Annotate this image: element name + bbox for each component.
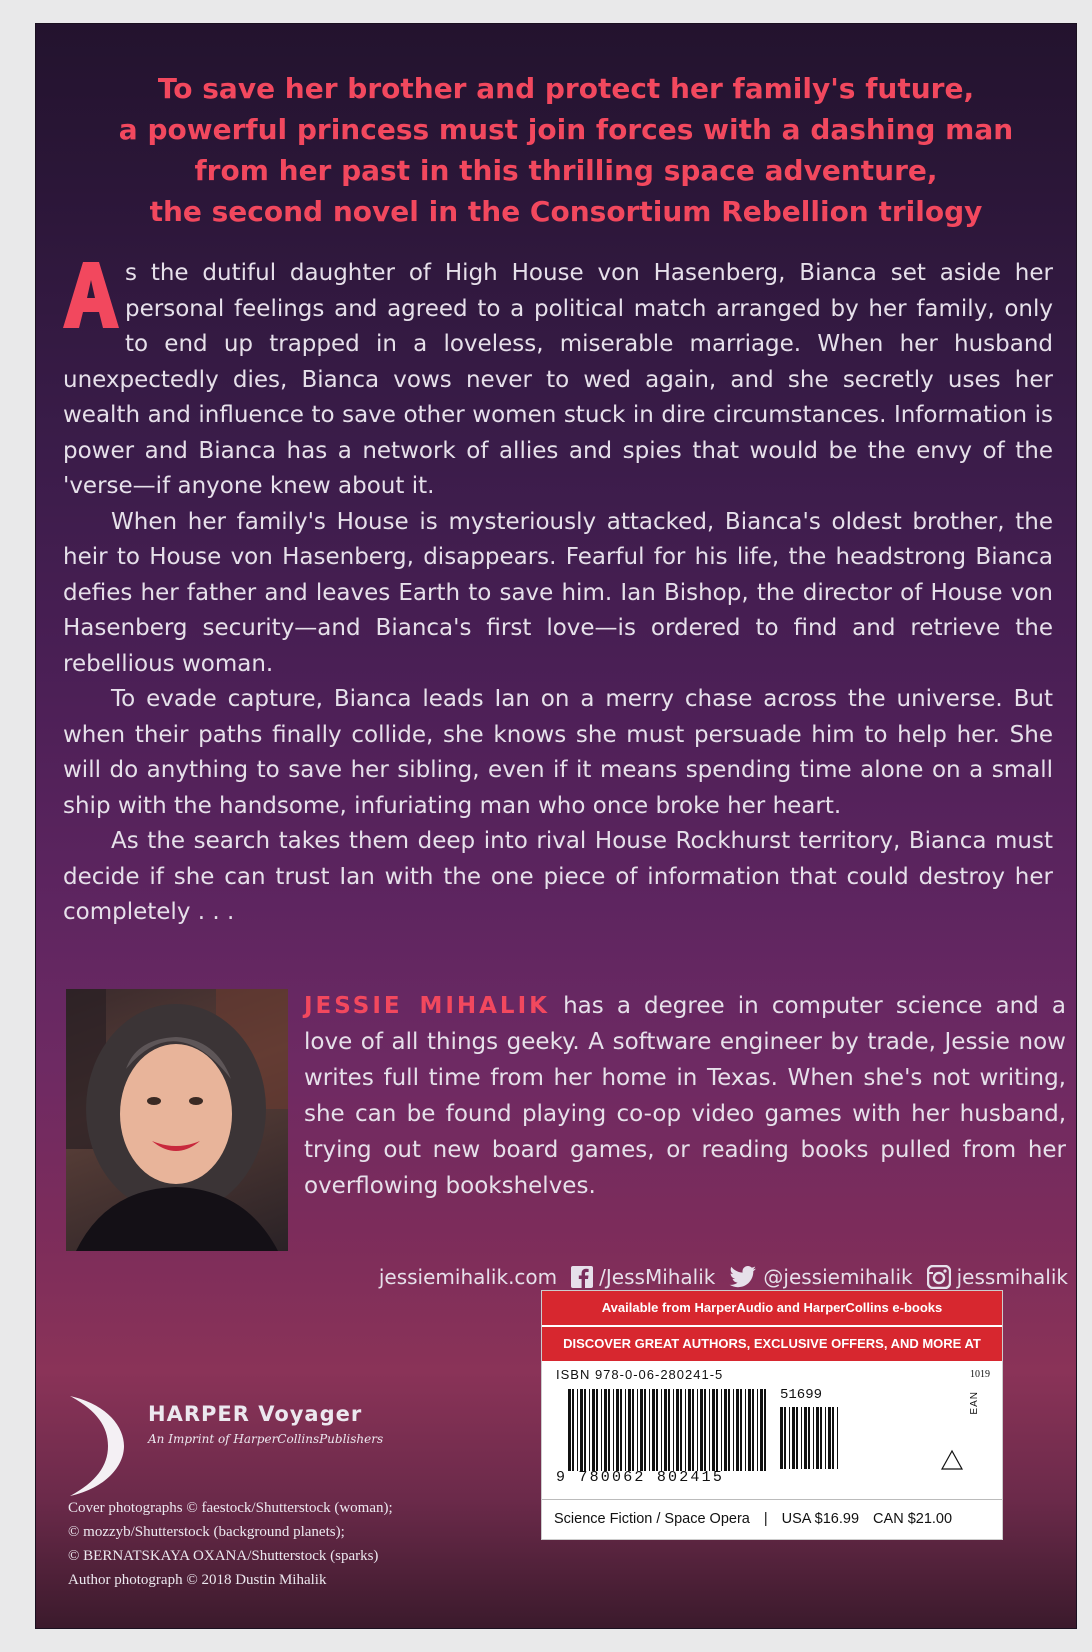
barcode-bar <box>664 1389 667 1471</box>
publisher-block <box>148 1402 383 1446</box>
barcode-bar <box>616 1389 619 1471</box>
promo-banner: DISCOVER GREAT AUTHORS, EXCLUSIVE OFFERS, AND MORE AT HC.COM. <box>542 1327 1002 1361</box>
separator-text: | <box>763 1510 768 1527</box>
barcode-bar <box>796 1407 798 1469</box>
barcode-bar <box>748 1389 751 1471</box>
barcode-bar <box>837 1407 838 1469</box>
twitter-text: @jessiemihalik <box>763 1265 913 1289</box>
tagline-line: a powerful princess must join forces with a dashing man <box>118 113 1014 146</box>
barcode-bar <box>832 1407 834 1469</box>
book-description <box>63 256 1053 931</box>
publisher-imprint: An Imprint of HarperCollinsPublishers <box>148 1432 384 1446</box>
barcode-bar <box>601 1389 602 1471</box>
barcode-bar <box>728 1389 730 1471</box>
credit-line: © BERNATSKAYA OXANA/Shutterstock (sparks) <box>68 1548 379 1564</box>
barcode-bar <box>792 1407 795 1469</box>
author-name: JESSIE MIHALIK <box>304 993 550 1019</box>
description-paragraph: As the search takes them deep into rival House Rockhurst territory, Bianca must decide if she can trust Ian with the one piece of information that could destroy her completely . . . <box>63 828 1053 925</box>
barcode-bar <box>613 1389 614 1471</box>
barcode-bar <box>637 1389 638 1471</box>
barcode-bar <box>640 1389 643 1471</box>
print-code: 1019 <box>970 1369 990 1380</box>
website-link[interactable] <box>379 1265 557 1289</box>
barcode-bar <box>733 1389 734 1471</box>
barcode-bar <box>721 1389 722 1471</box>
barcode-bar <box>804 1407 807 1469</box>
credit-line: Author photograph © 2018 Dustin Mihalik <box>68 1572 327 1588</box>
barcode-bar <box>668 1389 670 1471</box>
crescent-moon-logo-icon <box>66 1394 136 1498</box>
barcode-label <box>541 1290 1003 1540</box>
photo-credits <box>68 1496 488 1592</box>
barcode-bar <box>760 1389 763 1471</box>
dropcap-a-icon <box>63 262 119 328</box>
barcode-bar <box>697 1389 698 1471</box>
barcode-bar <box>620 1389 622 1471</box>
tagline-line: To save her brother and protect her family's future, <box>157 72 975 105</box>
availability-banner: Available from HarperAudio and HarperCollins e-books <box>542 1291 1002 1327</box>
barcode-bar <box>632 1389 634 1471</box>
barcode-bar <box>825 1407 826 1469</box>
barcode-bar <box>736 1389 739 1471</box>
barcode-digits: 9 780062 802415 <box>556 1469 725 1486</box>
facebook-icon <box>571 1266 593 1288</box>
barcode-bar <box>584 1389 586 1471</box>
barcode-bar <box>568 1389 571 1471</box>
author-portrait-icon <box>66 989 288 1251</box>
tagline <box>116 68 1016 232</box>
barcode-bar <box>580 1389 583 1471</box>
barcode-bar <box>688 1389 691 1471</box>
barcode-bar <box>676 1389 679 1471</box>
barcode-bar <box>784 1407 786 1469</box>
credit-line: Cover photographs © faestock/Shutterstock (woman); <box>68 1500 393 1516</box>
barcode-bar <box>661 1389 662 1471</box>
barcode-bar <box>780 1407 783 1469</box>
can-price: CAN $21.00 <box>873 1510 953 1527</box>
barcode-bar <box>700 1389 703 1471</box>
author-bio <box>304 988 1066 1204</box>
publisher-name: HARPER Voyager <box>148 1402 363 1426</box>
tagline-line: the second novel in the Consortium Rebellion trilogy <box>149 195 983 228</box>
barcode-bar <box>608 1389 610 1471</box>
ean-label: EAN <box>969 1391 980 1415</box>
barcode-bar <box>740 1389 742 1471</box>
twitter-link[interactable] <box>729 1265 912 1289</box>
website-text: jessiemihalik.com <box>378 1265 558 1289</box>
barcode-bar <box>828 1407 831 1469</box>
barcode-bar <box>704 1389 706 1471</box>
barcode-bar <box>596 1389 598 1471</box>
instagram-text: jessmihalik <box>956 1265 1068 1289</box>
barcode-bar <box>716 1389 718 1471</box>
barcode-bar <box>592 1389 595 1471</box>
credit-line: © mozzyb/Shutterstock (background planets); <box>68 1524 345 1540</box>
barcode-bar <box>757 1389 758 1471</box>
twitter-icon <box>729 1266 757 1288</box>
dropcap-letter <box>63 262 119 330</box>
barcode-bar <box>589 1389 590 1471</box>
barcode-bar <box>692 1389 694 1471</box>
author-photo <box>66 989 288 1251</box>
description-paragraph: When her family's House is mysteriously attacked, Bianca's oldest brother, the heir to House von Hasenberg, disappears. Fearful for his life, the headstrong Bianca defies her father and leaves Earth to save him. Ian Bishop, the director of House von Hasenberg security—and Bianca's first love—is ordered to find and retrieve the rebellious woman. <box>63 508 1053 677</box>
author-bio-text: has a degree in computer science and a love of all things geeky. A software engineer by trade, Jessie now writes full time from her home in Texas. When she's not writing, she can be found playing co-op video games with her husband, trying out new board games, or reading books pulled from her overflowing bookshelves. <box>304 993 1066 1199</box>
tagline-line: from her past in this thrilling space adventure, <box>194 154 938 187</box>
barcode-bar <box>656 1389 658 1471</box>
isbn-text: ISBN 978-0-06-280241-5 <box>556 1367 724 1382</box>
barcode-bar <box>652 1389 655 1471</box>
barcode-bar <box>685 1389 686 1471</box>
barcode-bar <box>625 1389 626 1471</box>
dropcap-text: A <box>63 262 64 263</box>
barcode-bar <box>764 1389 766 1471</box>
price-code: 51699 <box>780 1387 823 1403</box>
genre-price-line <box>542 1499 1002 1537</box>
barcode-bar <box>801 1407 802 1469</box>
genre-text: Science Fiction / Space Opera <box>554 1510 750 1527</box>
barcode-bar <box>673 1389 674 1471</box>
instagram-icon <box>927 1265 951 1289</box>
barcode-bar <box>628 1389 631 1471</box>
paragraph-text: s the dutiful daughter of High House von Hasenberg, Bianca set aside her personal feelings and agreed to a political match arranged by her family, only to end up trapped in a loveless, miserable marriage. When her husband unexpectedly dies, Bianca vows never to wed again, and she secretly uses her wealth and influence to save other women stuck in dire circumstances. Information is power and Bianca has a network of allies and spies that would be the envy of the 'verse—if anyone knew about it. <box>63 260 1053 499</box>
facebook-link[interactable] <box>571 1265 715 1289</box>
barcode-bar <box>789 1407 790 1469</box>
barcode-bar <box>709 1389 710 1471</box>
instagram-link[interactable] <box>927 1265 1068 1289</box>
barcode-bar <box>808 1407 810 1469</box>
barcode-bar <box>577 1389 578 1471</box>
barcode-bar <box>649 1389 650 1471</box>
facebook-text: /JessMihalik <box>599 1265 716 1289</box>
barcode-bar <box>813 1407 814 1469</box>
barcode-bar <box>604 1389 607 1471</box>
barcode-bar <box>752 1389 754 1471</box>
description-paragraph: To evade capture, Bianca leads Ian on a merry chase across the universe. But when their paths finally collide, she knows she must persuade him to help her. She will do anything to save her sibling, even if it means spending time alone on a small ship with the handsome, infuriating man who once broke her heart. <box>63 686 1053 819</box>
barcode-bar <box>816 1407 819 1469</box>
barcode-bar <box>820 1407 822 1469</box>
usa-price: USA $16.99 <box>781 1510 860 1527</box>
barcode-bar <box>644 1389 646 1471</box>
social-links <box>306 1260 1068 1294</box>
barcode-bar <box>724 1389 727 1471</box>
barcode-bar <box>745 1389 746 1471</box>
barcode-bar <box>712 1389 715 1471</box>
barcode-bar <box>680 1389 682 1471</box>
barcode-bar <box>572 1389 574 1471</box>
description-paragraph <box>63 256 1053 505</box>
